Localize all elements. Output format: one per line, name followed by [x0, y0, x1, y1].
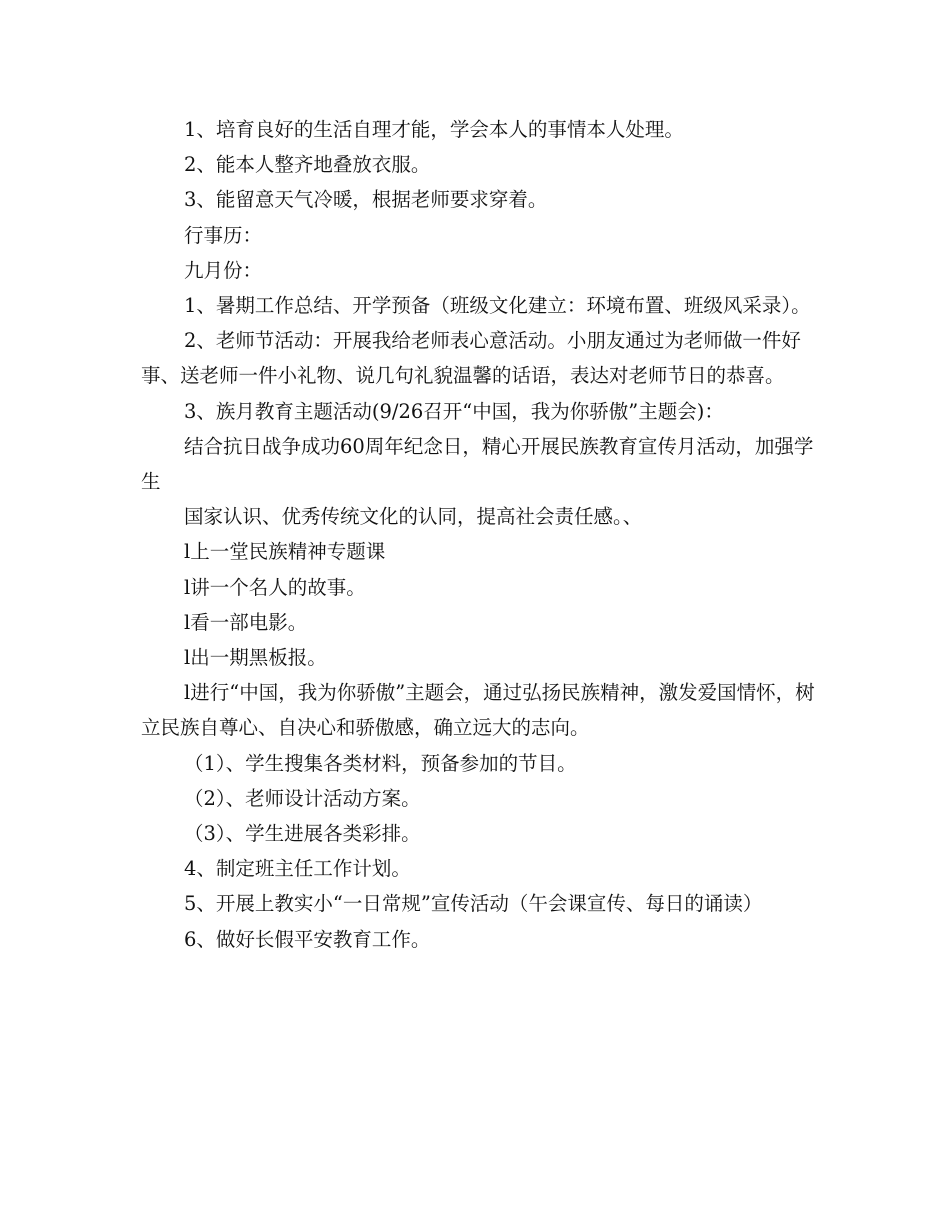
list-item: l出一期黑板报。: [184, 646, 327, 670]
sub-list-item: （3）、学生进展各类彩排。: [184, 822, 421, 846]
paragraph: 结合抗日战争成功60周年纪念日，精心开展民族教育宣传月活动，加强学生: [141, 434, 814, 494]
list-item: l讲一个名人的故事。: [184, 575, 366, 599]
paragraph: 行事历：: [184, 223, 263, 247]
paragraph: 3、能留意天气冷暖，根据老师要求穿着。: [184, 188, 548, 212]
paragraph: 1、暑期工作总结、开学预备（班级文化建立：环境布置、班级风采录）。: [184, 294, 811, 318]
list-item: l看一部电影。: [184, 610, 308, 634]
paragraph: 3、族月教育主题活动(9/26召开“中国，我为你骄傲”主题会)：: [184, 399, 724, 423]
paragraph: 2、能本人整齐地叠放衣服。: [184, 153, 431, 177]
list-item: l进行“中国，我为你骄傲”主题会，通过弘扬民族精神，激发爱国情怀，树立民族自尊心、自决心和骄傲感，确立远大的志向。: [141, 681, 815, 740]
paragraph: 1、培育良好的生活自理才能，学会本人的事情本人处理。: [184, 118, 684, 141]
list-item: l上一堂民族精神专题课: [184, 540, 386, 564]
document-body: [141, 112, 821, 957]
paragraph: 5、开展上教实小“一日常规”宣传活动（午会课宣传、每日的诵读）: [184, 892, 763, 916]
paragraph: 九月份：: [184, 258, 263, 282]
paragraph: 4、制定班主任工作计划。: [184, 857, 411, 881]
sub-list-item: （2）、老师设计活动方案。: [184, 786, 421, 810]
paragraph: 6、做好长假平安教育工作。: [184, 927, 431, 951]
sub-list-item: （1）、学生搜集各类材料，预备参加的节目。: [184, 751, 577, 775]
paragraph: 2、老师节活动：开展我给老师表心意活动。小朋友通过为老师做一件好事、送老师一件小礼物、说几句礼貌温馨的话语，表达对老师节日的恭喜。: [141, 329, 801, 388]
paragraph: 国家认识、优秀传统文化的认同，提高社会责任感。、: [184, 505, 643, 529]
